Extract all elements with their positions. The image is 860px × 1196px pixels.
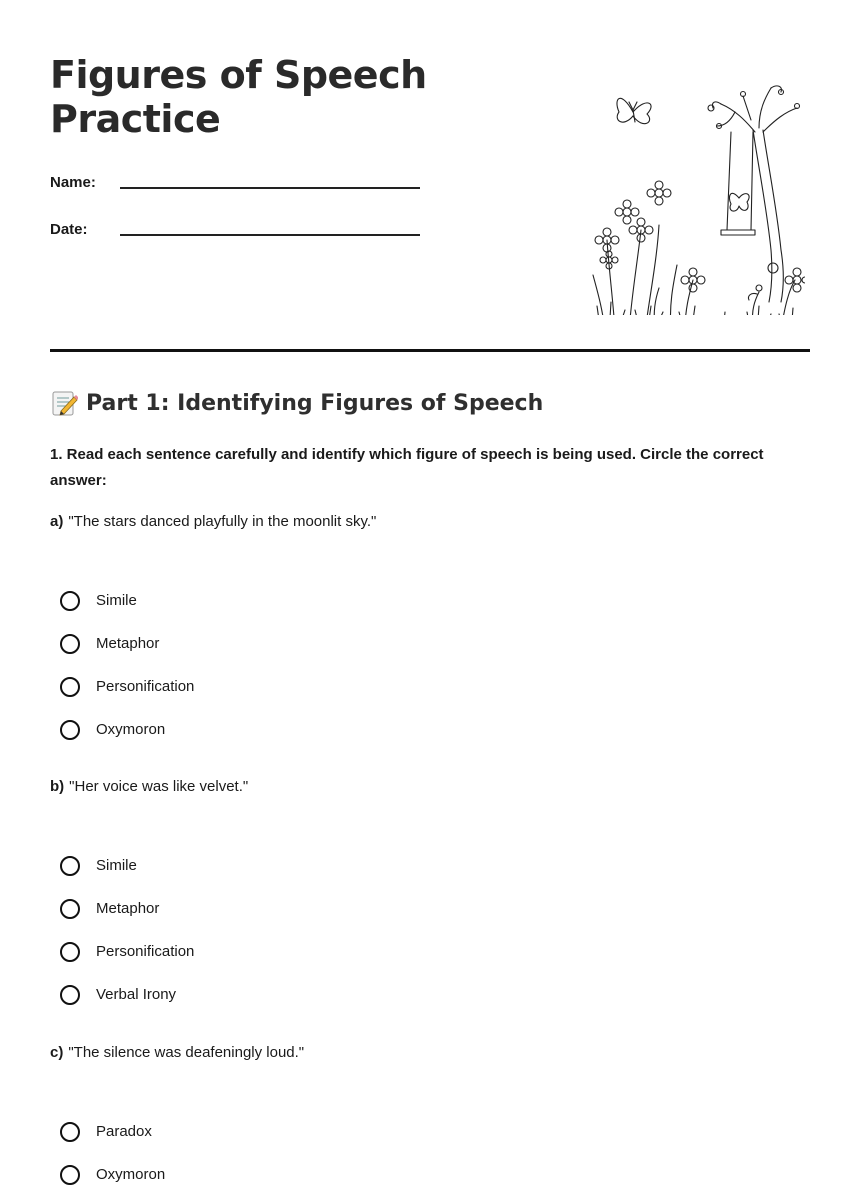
radio-circle[interactable] (60, 677, 80, 697)
question-b-options (50, 844, 810, 1016)
option-b-personification[interactable] (50, 930, 810, 973)
radio-circle[interactable] (60, 591, 80, 611)
question-1-instruction: 1. Read each sentence carefully and identify which figure of speech is being used. Circle the correct answer: (50, 446, 764, 489)
option-label: Verbal Irony (96, 986, 177, 1003)
part1-heading-text: Part 1: Identifying Figures of Speech (86, 390, 544, 416)
question-a-options (50, 579, 810, 751)
question-c-letter: c) (50, 1044, 64, 1061)
option-label: Paradox (96, 1123, 152, 1140)
question-b (50, 777, 810, 1016)
question-a (50, 512, 810, 751)
option-a-personification[interactable] (50, 665, 810, 708)
question-b-letter: b) (50, 778, 65, 795)
question-c (50, 1043, 810, 1196)
question-a-sentence: "The stars danced playfully in the moonlit sky." (68, 513, 377, 530)
question-c-text (50, 1043, 810, 1063)
name-field (50, 160, 420, 190)
radio-circle[interactable] (60, 985, 80, 1005)
option-label: Oxymoron (96, 721, 166, 738)
date-label: Date: (50, 221, 88, 238)
option-b-metaphor[interactable] (50, 887, 810, 930)
memo-icon (50, 389, 78, 417)
radio-circle[interactable] (60, 899, 80, 919)
radio-circle[interactable] (60, 720, 80, 740)
option-b-simile[interactable] (50, 844, 810, 887)
option-c-oxymoron[interactable] (50, 1153, 810, 1196)
option-a-simile[interactable] (50, 579, 810, 622)
question-b-sentence: "Her voice was like velvet." (69, 778, 249, 795)
radio-circle[interactable] (60, 1165, 80, 1185)
radio-circle[interactable] (60, 1122, 80, 1142)
header-divider (50, 349, 810, 352)
radio-circle[interactable] (60, 856, 80, 876)
name-blank-line[interactable] (120, 187, 420, 189)
option-label: Simile (96, 592, 137, 609)
worksheet-title: Figures of Speech Practice (50, 53, 427, 141)
question-c-options (50, 1110, 810, 1196)
option-a-metaphor[interactable] (50, 622, 810, 665)
option-label: Metaphor (96, 635, 160, 652)
garden-swing-illustration (545, 80, 805, 315)
option-label: Oxymoron (96, 1166, 166, 1183)
question-c-sentence: "The silence was deafeningly loud." (68, 1044, 305, 1061)
option-a-oxymoron[interactable] (50, 708, 810, 751)
radio-circle[interactable] (60, 634, 80, 654)
option-label: Personification (96, 943, 195, 960)
option-label: Metaphor (96, 900, 160, 917)
date-field (50, 207, 420, 237)
date-blank-line[interactable] (120, 234, 420, 236)
option-c-paradox[interactable] (50, 1110, 810, 1153)
question-a-letter: a) (50, 513, 64, 530)
option-b-verbal-irony[interactable] (50, 973, 810, 1016)
radio-circle[interactable] (60, 942, 80, 962)
option-label: Simile (96, 857, 137, 874)
question-b-text (50, 777, 810, 797)
part1-heading (50, 386, 543, 420)
worksheet-header (50, 50, 810, 350)
option-label: Personification (96, 678, 195, 695)
name-label: Name: (50, 174, 96, 191)
question-a-text (50, 512, 810, 532)
